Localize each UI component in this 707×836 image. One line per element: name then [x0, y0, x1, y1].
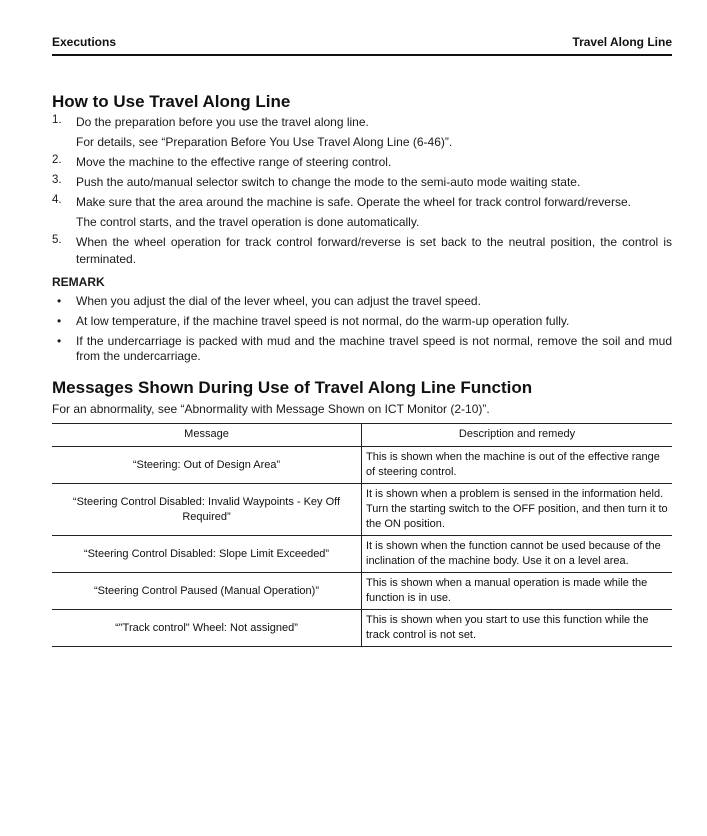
step-text: Move the machine to the effective range of steering control. [76, 155, 392, 169]
message-cell: “Steering Control Paused (Manual Operation)” [52, 573, 362, 610]
section-intro: For an abnormality, see “Abnormality with Message Shown on ICT Monitor (2-10)”. [52, 402, 490, 416]
description-cell: This is shown when the machine is out of the effective range of steering control. [362, 447, 673, 484]
step-text: When the wheel operation for track control forward/reverse is set back to the neutral position, the control is terminated. [76, 235, 672, 266]
step-subtext: The control starts, and the travel operation is done automatically. [76, 215, 420, 229]
table-row [52, 573, 672, 610]
header-rule [52, 54, 672, 56]
remark-list [52, 294, 672, 364]
remark-text: When you adjust the dial of the lever wheel, you can adjust the travel speed. [76, 294, 481, 308]
step-number: 2. [52, 154, 62, 166]
column-header-description: Description and remedy [362, 424, 673, 447]
table-header-row [52, 424, 672, 447]
remark-item [52, 294, 672, 309]
remark-heading: REMARK [52, 275, 105, 289]
table-row [52, 536, 672, 573]
remark-text: If the undercarriage is packed with mud and the machine travel speed is not normal, remove the soil and mud from the undercarriage. [76, 334, 672, 363]
table-row [52, 447, 672, 484]
step-item [52, 174, 672, 191]
description-cell: This is shown when a manual operation is made while the function is in use. [362, 573, 673, 610]
step-item [52, 234, 672, 268]
step-item [52, 194, 672, 231]
step-item [52, 154, 672, 171]
column-header-message: Message [52, 424, 362, 447]
description-cell: It is shown when a problem is sensed in the information held. Turn the starting switch to the OFF position, and then turn it to the ON position. [362, 484, 673, 536]
message-cell: “Steering: Out of Design Area” [52, 447, 362, 484]
step-text: Make sure that the area around the machine is safe. Operate the wheel for track control forward/reverse. [76, 195, 631, 209]
step-number: 3. [52, 174, 62, 186]
section-title-how-to-use: How to Use Travel Along Line [52, 92, 291, 111]
step-item [52, 114, 672, 151]
step-number: 4. [52, 194, 62, 206]
description-cell: It is shown when the function cannot be used because of the inclination of the machine body. Use it on a level area. [362, 536, 673, 573]
header-topic-label: Travel Along Line [572, 35, 672, 49]
remark-text: At low temperature, if the machine travel speed is not normal, do the warm-up operation fully. [76, 314, 570, 328]
bullet-icon: • [57, 314, 62, 328]
bullet-icon: • [57, 334, 62, 348]
message-cell: “Steering Control Disabled: Invalid Waypoints - Key Off Required” [52, 484, 362, 536]
description-cell: This is shown when you start to use this function while the track control is not set. [362, 610, 673, 647]
message-cell: “"Track control" Wheel: Not assigned” [52, 610, 362, 647]
page-content [52, 91, 672, 647]
section-title-messages: Messages Shown During Use of Travel Along Line Function [52, 378, 533, 397]
table-row [52, 610, 672, 647]
procedure-steps [52, 114, 672, 268]
step-text: Push the auto/manual selector switch to change the mode to the semi-auto mode waiting state. [76, 175, 581, 189]
step-number: 5. [52, 234, 62, 246]
step-subtext: For details, see “Preparation Before You Use Travel Along Line (6-46)”. [76, 135, 453, 149]
bullet-icon: • [57, 294, 62, 308]
table-row [52, 484, 672, 536]
remark-item [52, 314, 672, 329]
page-header [52, 35, 672, 49]
header-section-label: Executions [52, 35, 117, 49]
message-cell: “Steering Control Disabled: Slope Limit Exceeded” [52, 536, 362, 573]
step-text: Do the preparation before you use the travel along line. [76, 115, 369, 129]
messages-table [52, 423, 672, 647]
remark-item [52, 334, 672, 364]
step-number: 1. [52, 114, 62, 126]
